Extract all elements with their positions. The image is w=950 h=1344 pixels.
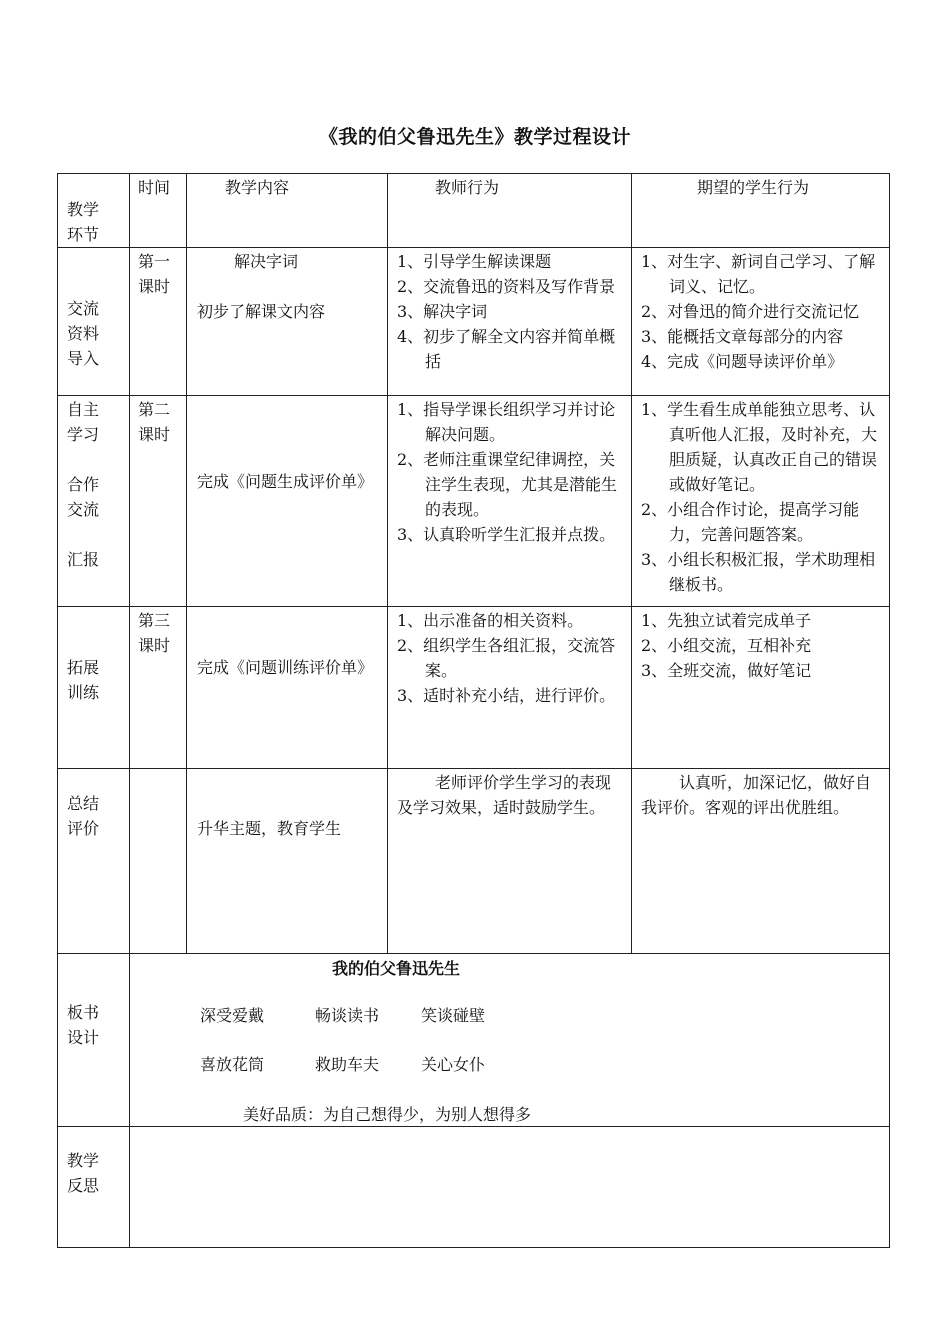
row3-teacher <box>397 608 625 708</box>
list-item: 4、完成《问题导读评价单》 <box>641 352 844 371</box>
table-border-right <box>889 173 890 1248</box>
header-student: 期望的学生行为 <box>697 178 810 197</box>
list-item: 1、引导学生解读课题 <box>397 252 552 271</box>
list-item: 1、先独立试着完成单子 <box>641 611 812 630</box>
list-item: 4、初步了解全文内容并简单概括 <box>397 327 616 371</box>
table-border-left <box>57 173 58 1248</box>
header-stage: 教学 环节 <box>67 200 100 244</box>
row1-teacher <box>397 249 625 374</box>
list-item: 3、适时补充小结，进行评价。 <box>397 686 616 705</box>
reflection-label: 教学 反思 <box>67 1151 100 1195</box>
row3-stage: 拓展 训练 <box>67 658 100 702</box>
row1-stage: 交流 资料 导入 <box>67 299 100 368</box>
row-divider <box>57 768 890 769</box>
list-item: 2、小组合作讨论，提高学习能力，完善问题答案。 <box>641 500 860 544</box>
list-item: 1、学生看生成单能独立思考、认真听他人汇报，及时补充，大胆质疑，认真改正自己的错误或做好笔记。 <box>641 400 878 494</box>
table-border-bottom <box>57 1247 890 1248</box>
row4-content: 升华主题，教育学生 <box>197 819 342 838</box>
list-item: 2、小组交流，互相补充 <box>641 636 812 655</box>
row1-student <box>641 249 885 374</box>
list-item: 1、出示准备的相关资料。 <box>397 611 584 630</box>
list-item: 1、对生字、新词自己学习、了解词义、记忆。 <box>641 252 876 296</box>
lesson-plan-table <box>57 173 890 1248</box>
row4-stage: 总结 评价 <box>67 794 100 838</box>
header-teacher: 教师行为 <box>435 178 500 197</box>
row-divider <box>57 953 890 954</box>
document-title: 《我的伯父鲁迅先生》教学过程设计 <box>318 126 631 148</box>
row-divider <box>57 395 890 396</box>
col-divider <box>186 173 187 954</box>
board-item: 畅谈读书 <box>315 1006 380 1025</box>
board-item: 笑谈碰壁 <box>421 1006 486 1025</box>
col-divider <box>631 173 632 954</box>
col-divider <box>129 173 130 1248</box>
board-label: 板书 设计 <box>67 1003 100 1047</box>
row2-teacher <box>397 397 625 547</box>
board-summary: 美好品质：为自己想得少，为别人想得多 <box>243 1105 532 1124</box>
reflection-content <box>130 1127 889 1247</box>
row2-student <box>641 397 885 597</box>
row3-student <box>641 608 885 683</box>
row2-stage: 自主 学习 合作 交流 汇报 <box>67 400 100 569</box>
header-content: 教学内容 <box>225 178 290 197</box>
list-item: 2、交流鲁迅的资料及写作背景 <box>397 277 616 296</box>
header-time: 时间 <box>138 178 171 197</box>
list-item: 2、老师注重课堂纪律调控，关注学生表现，尤其是潜能生的表现。 <box>397 450 618 519</box>
board-item: 救助车夫 <box>315 1055 380 1074</box>
row3-content: 完成《问题训练评价单》 <box>197 658 374 677</box>
row4-student: 认真听，加深记忆，做好自我评价。客观的评出优胜组。 <box>641 773 872 817</box>
row1-time: 第一 课时 <box>138 252 171 296</box>
row4-teacher: 老师评价学生学习的表现及学习效果，适时鼓励学生。 <box>397 773 612 817</box>
row-divider <box>57 606 890 607</box>
list-item: 3、认真聆听学生汇报并点拨。 <box>397 525 616 544</box>
list-item: 3、能概括文章每部分的内容 <box>641 327 844 346</box>
list-item: 3、解决字词 <box>397 302 488 321</box>
col-divider <box>387 173 388 954</box>
list-item: 3、小组长积极汇报，学术助理相继板书。 <box>641 550 876 594</box>
list-item: 3、全班交流，做好笔记 <box>641 661 812 680</box>
board-heading: 我的伯父鲁迅先生 <box>332 959 461 978</box>
board-item: 关心女仆 <box>421 1055 486 1074</box>
row3-time: 第三 课时 <box>138 611 171 655</box>
board-item: 深受爱戴 <box>200 1006 265 1025</box>
board-item: 喜放花筒 <box>200 1055 265 1074</box>
table-border-top <box>57 173 890 174</box>
row-divider <box>57 247 890 248</box>
row2-content: 完成《问题生成评价单》 <box>197 472 374 491</box>
row2-time: 第二 课时 <box>138 400 171 444</box>
list-item: 2、组织学生各组汇报，交流答案。 <box>397 636 616 680</box>
list-item: 2、对鲁迅的简介进行交流记忆 <box>641 302 860 321</box>
list-item: 1、指导学课长组织学习并讨论解决问题。 <box>397 400 616 444</box>
row1-content: 解决字词 初步了解课文内容 <box>197 252 326 321</box>
